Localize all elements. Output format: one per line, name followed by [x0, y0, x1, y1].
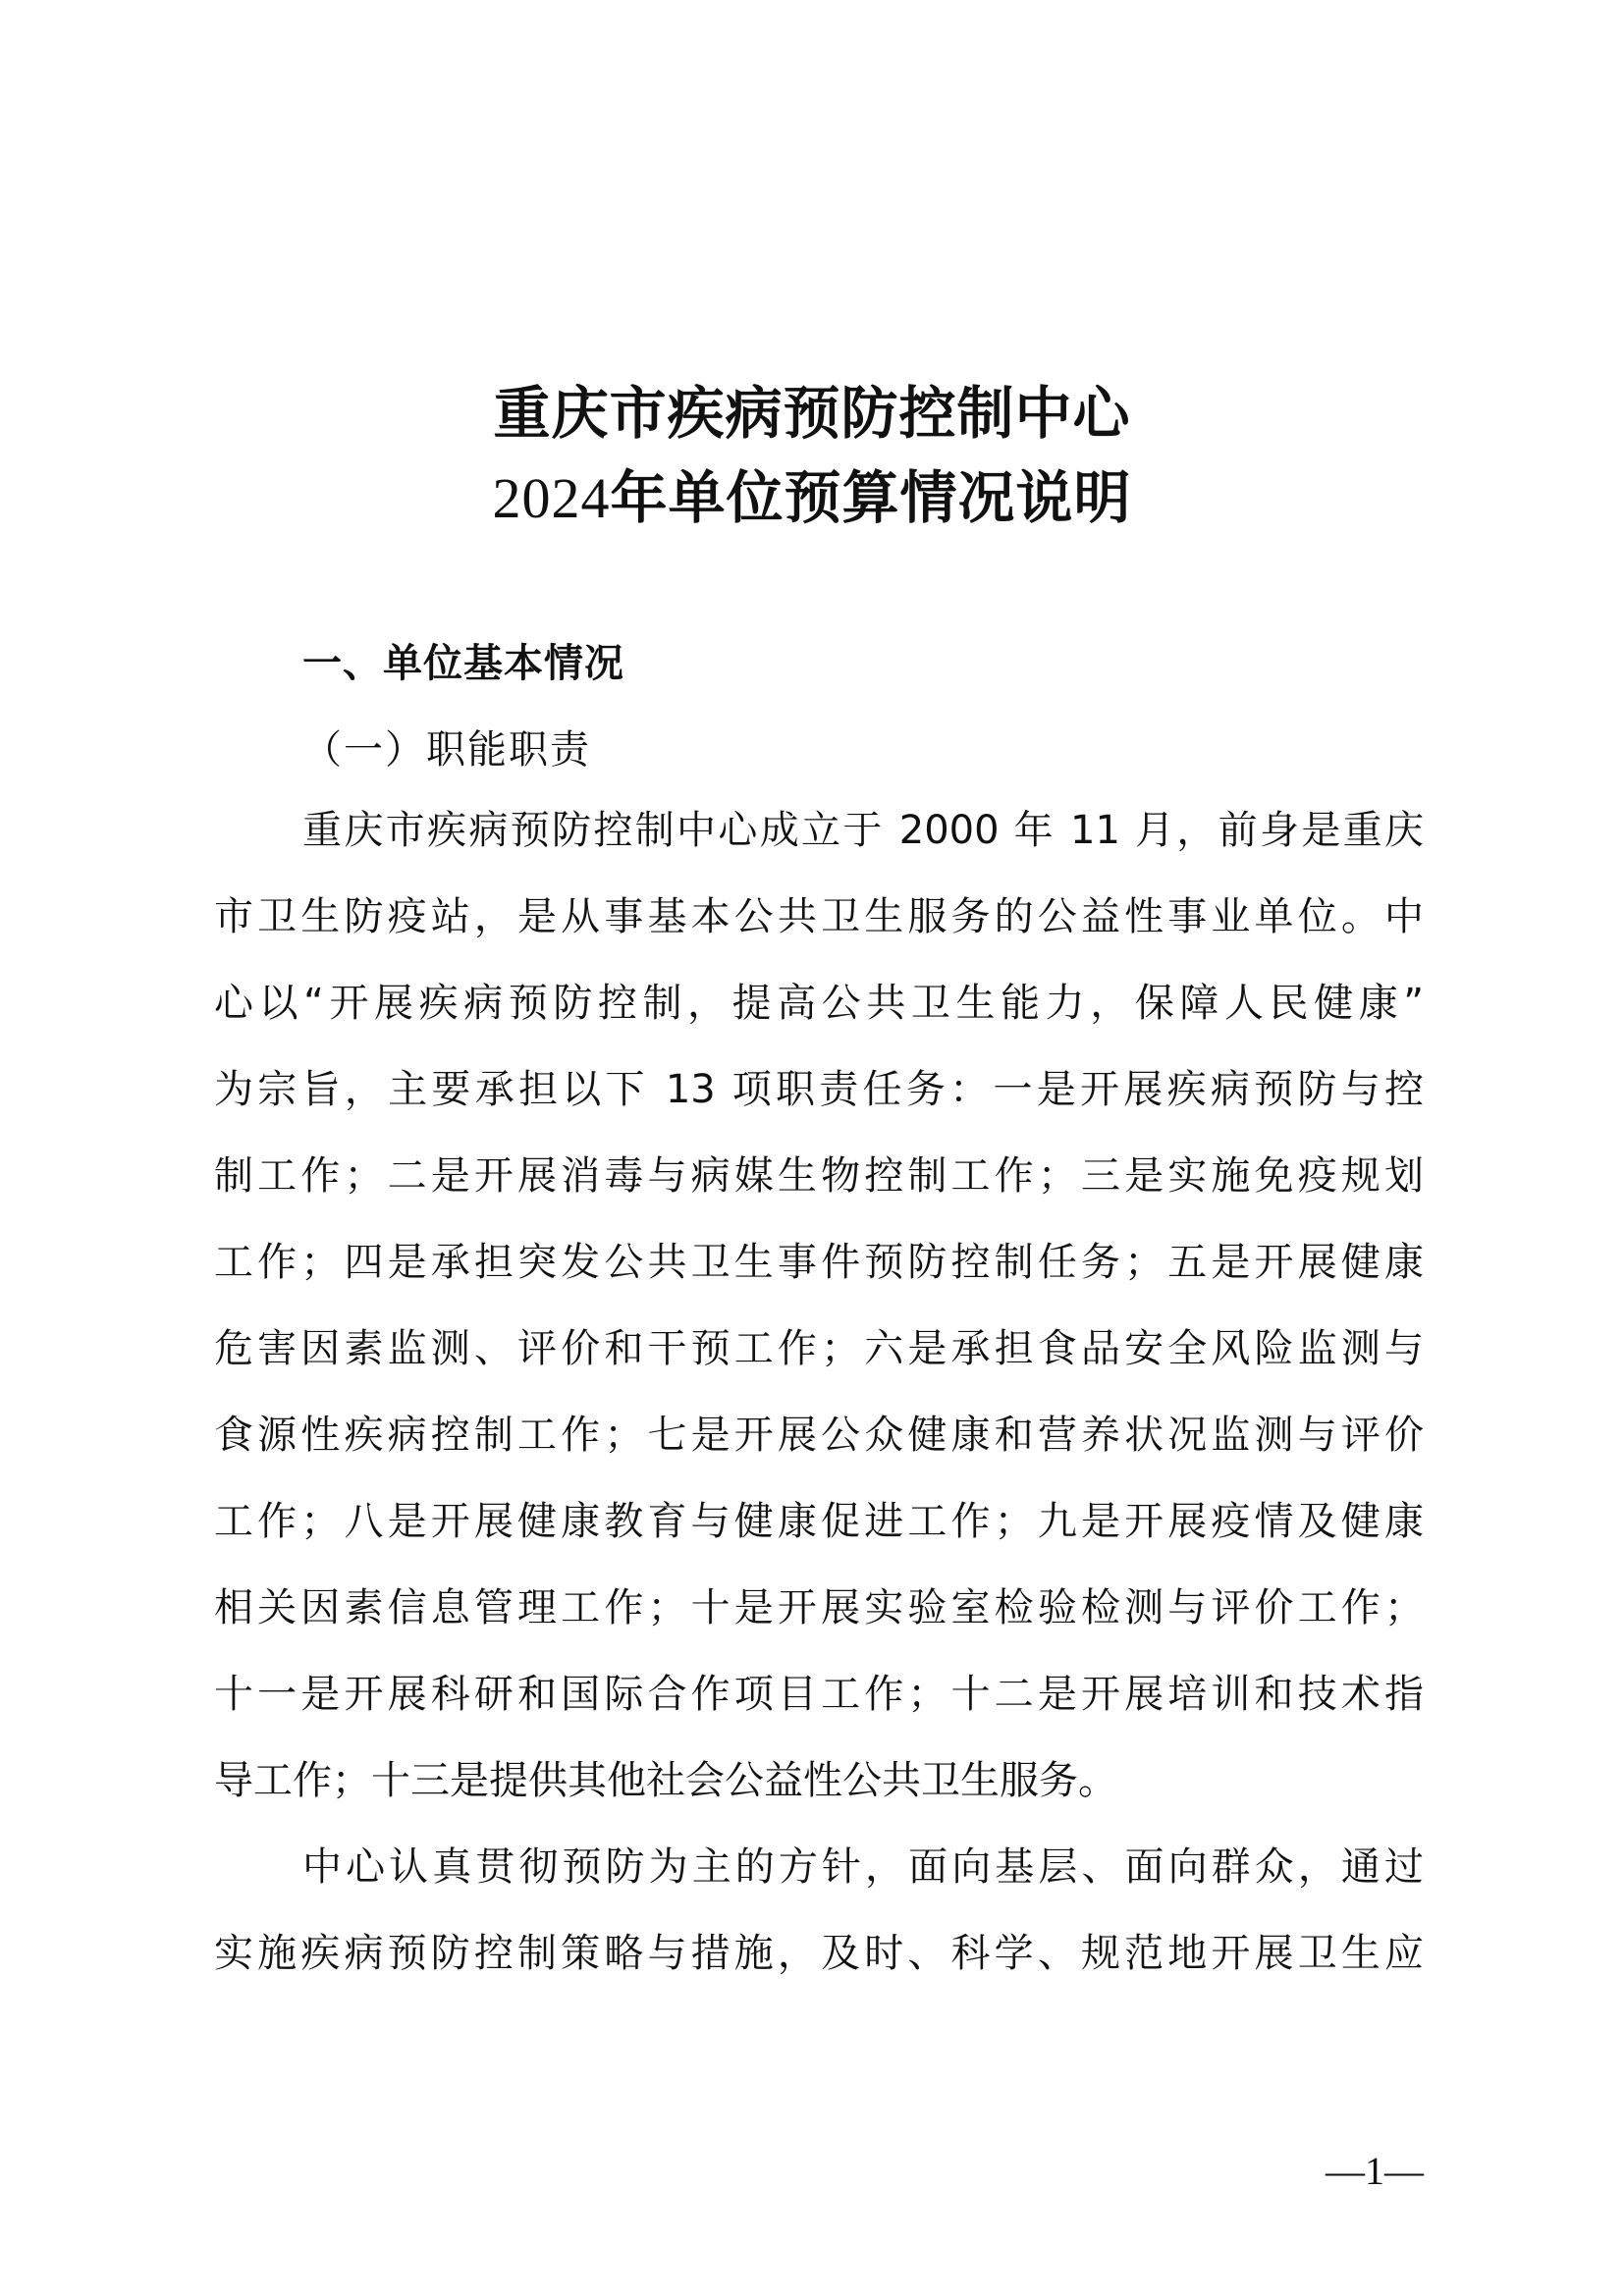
- paragraph2-line: 实施疾病预防控制策略与措施，及时、科学、规范地开展卫生应: [214, 1931, 1424, 1976]
- paragraph1-line: 相关因素信息管理工作；十是开展实验室检验检测与评价工作；: [214, 1585, 1424, 1630]
- page-number: —1—: [1326, 2149, 1424, 2193]
- paragraph1-line: 导工作；十三是提供其他社会公益性公共卫生服务。: [214, 1758, 1117, 1803]
- paragraph1-line: 危害因素监测、评价和干预工作；六是承担食品安全风险监测与: [214, 1326, 1424, 1371]
- subsection-heading: （一）职能职责: [302, 727, 591, 773]
- paragraph2-line: 中心认真贯彻预防为主的方针，面向基层、面向群众，通过: [302, 1844, 1424, 1890]
- paragraph1-line: 重庆市疾病预防控制中心成立于 2000 年 11 月，前身是重庆: [302, 808, 1424, 853]
- paragraph1-line: 市卫生防疫站，是从事基本公共卫生服务的公益性事业单位。中: [214, 894, 1424, 939]
- paragraph1-line: 十一是开展科研和国际合作项目工作；十二是开展培训和技术指: [214, 1672, 1424, 1717]
- paragraph1-line: 制工作；二是开展消毒与病媒生物控制工作；三是实施免疫规划: [214, 1153, 1424, 1199]
- document-title-line1: 重庆市疾病预防控制中心: [493, 380, 1131, 447]
- paragraph1-line: 工作；八是开展健康教育与健康促进工作；九是开展疫情及健康: [214, 1499, 1424, 1544]
- section-heading: 一、单位基本情况: [302, 641, 624, 686]
- paragraph1-line: 为宗旨，主要承担以下 13 项职责任务：一是开展疾病预防与控: [214, 1067, 1424, 1112]
- paragraph1-line: 食源性疾病控制工作；七是开展公众健康和营养状况监测与评价: [214, 1413, 1424, 1458]
- document-title-line2: [0, 464, 1624, 531]
- title-year: 2024: [492, 466, 611, 530]
- paragraph1-line: 工作；四是承担突发公共卫生事件预防控制任务；五是开展健康: [214, 1240, 1424, 1285]
- paragraph1-line: 心以“开展疾病预防控制，提高公共卫生能力，保障人民健康”: [214, 981, 1424, 1026]
- title-subtitle: 年单位预算情况说明: [610, 464, 1132, 531]
